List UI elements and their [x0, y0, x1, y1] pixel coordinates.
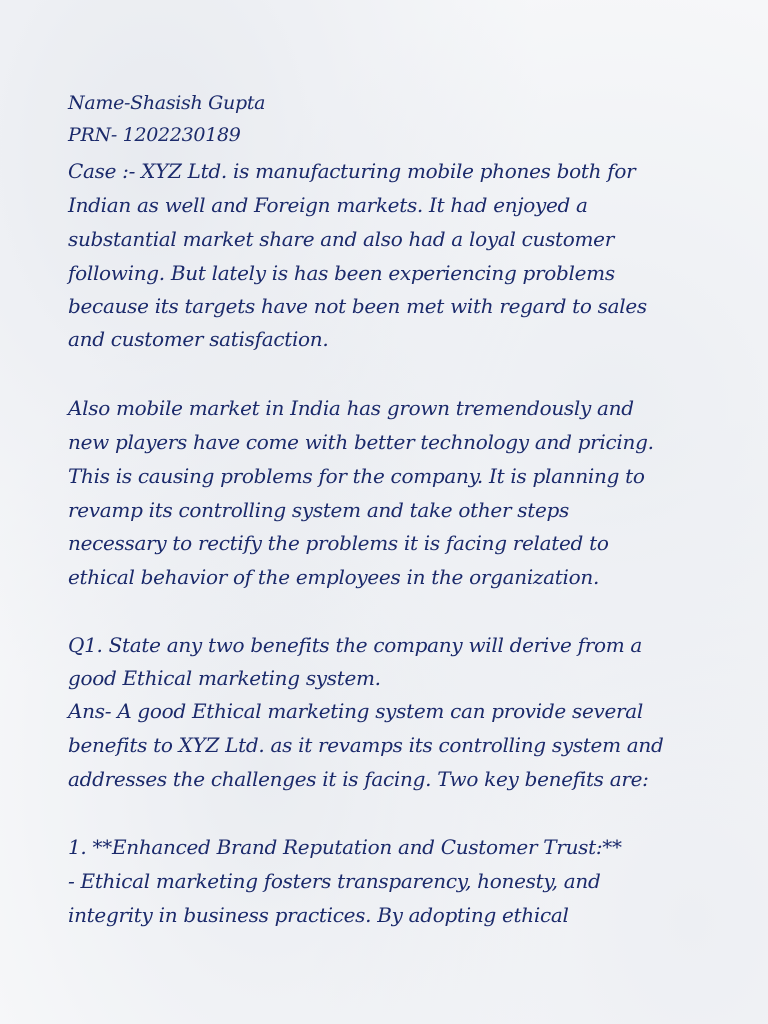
context-line-1: Also mobile market in India has grown tremendously and — [68, 396, 634, 420]
student-prn: PRN- 1202230189 — [68, 124, 241, 146]
answer-line-2: benefits to XYZ Ltd. as it revamps its controlling system and — [68, 733, 664, 757]
benefit-1-line-2: - Ethical marketing fosters transparency, honesty, and — [68, 869, 601, 893]
question-line-1: Q1. State any two benefits the company will derive from a — [68, 633, 643, 657]
answer-line-3: addresses the challenges it is facing. Two key benefits are: — [68, 767, 649, 791]
context-line-4: revamp its controlling system and take other steps — [68, 498, 569, 522]
case-line-1: Case :- XYZ Ltd. is manufacturing mobile phones both for — [68, 159, 636, 183]
benefit-1-line-3: integrity in business practices. By adopting ethical — [68, 903, 569, 927]
benefit-1-heading: 1. **Enhanced Brand Reputation and Customer Trust:** — [68, 835, 622, 859]
case-line-2: Indian as well and Foreign markets. It had enjoyed a — [68, 193, 588, 217]
case-line-6: and customer satisfaction. — [68, 327, 329, 351]
context-line-3: This is causing problems for the company. It is planning to — [68, 464, 645, 488]
answer-line-1: Ans- A good Ethical marketing system can provide several — [68, 699, 644, 723]
context-line-6: ethical behavior of the employees in the organization. — [68, 565, 599, 589]
case-line-3: substantial market share and also had a loyal customer — [68, 227, 614, 251]
case-line-5: because its targets have not been met with regard to sales — [68, 294, 647, 318]
context-line-2: new players have come with better technology and pricing. — [68, 430, 654, 454]
student-name: Name-Shasish Gupta — [68, 92, 266, 114]
case-line-4: following. But lately is has been experiencing problems — [68, 261, 615, 285]
context-line-5: necessary to rectify the problems it is facing related to — [68, 531, 609, 555]
question-line-2: good Ethical marketing system. — [68, 666, 381, 690]
